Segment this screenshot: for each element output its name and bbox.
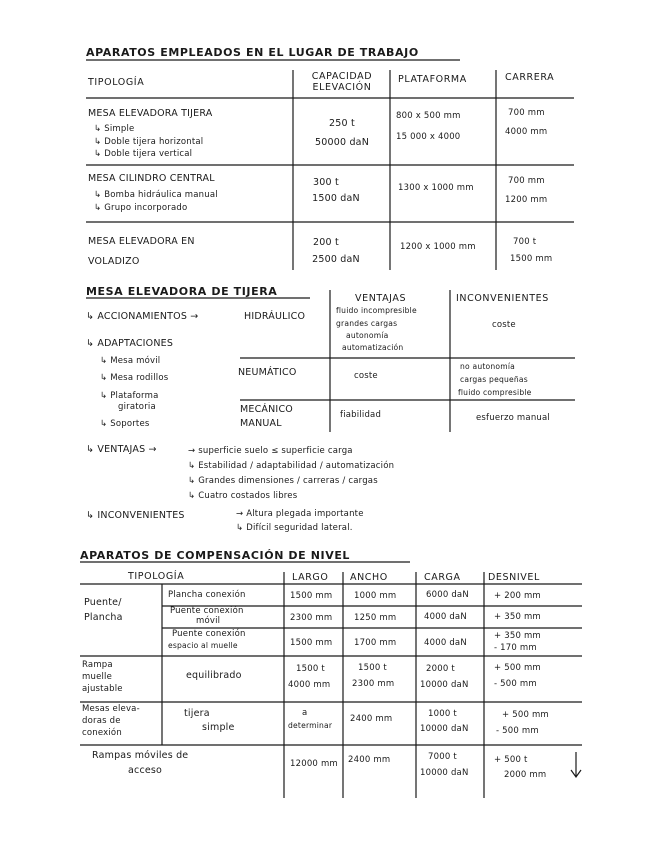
- s1-row3-carr: 700 t: [513, 237, 537, 247]
- hidraulico-ventaja: fluido incompresible: [336, 306, 417, 315]
- s3-row4-desnivel: + 500 mm: [494, 663, 541, 673]
- s3-row5-desnivel: - 500 mm: [496, 726, 539, 736]
- s3-header-carga: CARGA: [424, 572, 461, 583]
- s3-row6-ancho: 2400 mm: [348, 755, 391, 765]
- hidraulico-inconveniente: coste: [492, 320, 516, 330]
- s3-row1-carga: 6000 daN: [426, 590, 469, 600]
- section1-title: APARATOS EMPLEADOS EN EL LUGAR DE TRABAJO: [86, 46, 419, 59]
- inconvenientes-label: ↳ INCONVENIENTES: [86, 510, 185, 521]
- s1-row3-name: VOLADIZO: [88, 256, 140, 267]
- s1-row1-name: MESA ELEVADORA TIJERA: [88, 108, 213, 119]
- s3-row4-tipo: equilibrado: [186, 670, 242, 681]
- neumatico-inconveniente: fluido compresible: [458, 388, 532, 397]
- neumatico-inconveniente: cargas pequeñas: [460, 375, 528, 384]
- adaptacion-item: ↳ Mesa rodillos: [100, 373, 169, 383]
- neumatico-label: NEUMÁTICO: [238, 367, 297, 378]
- hidraulico-ventaja: grandes cargas: [336, 319, 398, 328]
- s2-header-ventajas: VENTAJAS: [355, 293, 407, 304]
- down-arrow: [571, 752, 581, 777]
- s1-row3-carr: 1500 mm: [510, 254, 553, 264]
- s3-header-ancho: ANCHO: [350, 572, 388, 583]
- s1-header-plataforma: PLATAFORMA: [398, 74, 467, 85]
- ventajas-label: ↳ VENTAJAS →: [86, 444, 157, 455]
- s1-row1-sub: ↳ Doble tijera horizontal: [94, 137, 204, 147]
- s1-row3-cap: 200 t: [313, 237, 339, 248]
- neumatico-ventaja: coste: [354, 371, 378, 381]
- s1-row2-plat: 1300 x 1000 mm: [398, 183, 474, 193]
- section3-title: APARATOS DE COMPENSACIÓN DE NIVEL: [80, 549, 351, 562]
- inconveniente-item: → Altura plegada importante: [236, 509, 364, 519]
- accionamientos-label: ↳ ACCIONAMIENTOS →: [86, 311, 199, 322]
- s3-row4-grupo: ajustable: [82, 684, 123, 694]
- s3-row4-ancho: 2300 mm: [352, 679, 395, 689]
- adaptacion-item: giratoria: [118, 402, 156, 412]
- s3-row4-carga: 10000 daN: [420, 680, 469, 690]
- s1-header-carrera: CARRERA: [505, 72, 555, 83]
- adaptacion-item: ↳ Mesa móvil: [100, 356, 161, 366]
- s3-header-largo: LARGO: [292, 572, 329, 583]
- s3-row2-desnivel: + 350 mm: [494, 612, 541, 622]
- s3-row4-grupo: muelle: [82, 672, 113, 682]
- mecanico-ventaja: fiabilidad: [340, 410, 382, 420]
- ventaja-item: ↳ Estabilidad / adaptabilidad / automatización: [188, 461, 395, 471]
- s3-row4-desnivel: - 500 mm: [494, 679, 537, 689]
- s1-row1-carr: 4000 mm: [505, 127, 548, 137]
- s3-row4-ancho: 1500 t: [358, 663, 387, 673]
- s1-row1-sub: ↳ Simple: [94, 124, 135, 134]
- s3-row5-grupo: doras de: [82, 716, 121, 726]
- s3-row5-largo: determinar: [288, 721, 333, 730]
- s3-row4-grupo: Rampa: [82, 660, 113, 670]
- s3-row5-tipo: tijera: [184, 708, 210, 719]
- s1-row2-carr: 1200 mm: [505, 195, 548, 205]
- s3-row6-grupo: acceso: [128, 765, 163, 776]
- s3-row6-grupo: Rampas móviles de: [92, 750, 189, 761]
- s3-row2-largo: 2300 mm: [290, 613, 333, 623]
- hidraulico-ventaja: autonomía: [346, 331, 389, 340]
- s3-row4-largo: 1500 t: [296, 664, 325, 674]
- s1-row1-cap: 50000 daN: [315, 137, 369, 148]
- s3-row5-ancho: 2400 mm: [350, 714, 393, 724]
- s3-row1-desnivel: + 200 mm: [494, 591, 541, 601]
- s1-row1-sub: ↳ Doble tijera vertical: [94, 149, 193, 159]
- s1-row1-plat: 800 x 500 mm: [396, 111, 461, 121]
- adaptacion-item: ↳ Plataforma: [100, 391, 159, 401]
- s3-row3-carga: 4000 daN: [424, 638, 467, 648]
- s2-header-inconvenientes: INCONVENIENTES: [456, 293, 549, 304]
- mecanico-label: MECÁNICO: [240, 404, 293, 415]
- s3-row6-carga: 10000 daN: [420, 768, 469, 778]
- s3-row1-largo: 1500 mm: [290, 591, 333, 601]
- s3-row5-grupo: conexión: [82, 728, 122, 738]
- s1-header-capacidad: CAPACIDAD: [311, 71, 373, 82]
- s3-row5-carga: 10000 daN: [420, 724, 469, 734]
- s3-row5-carga: 1000 t: [428, 709, 457, 719]
- s3-row3-desnivel: - 170 mm: [494, 643, 537, 653]
- s3-row5-tipo: simple: [202, 722, 235, 733]
- s1-header-tipologia: TIPOLOGÍA: [88, 77, 145, 88]
- s3-row6-carga: 7000 t: [428, 752, 457, 762]
- s3-row3-desnivel: + 350 mm: [494, 631, 541, 641]
- s3-row2-carga: 4000 daN: [424, 612, 467, 622]
- neumatico-inconveniente: no autonomía: [460, 362, 515, 371]
- adaptaciones-label: ↳ ADAPTACIONES: [86, 338, 174, 349]
- s1-row1-plat: 15 000 x 4000: [396, 132, 461, 142]
- s3-row6-desnivel: 2000 mm: [504, 770, 547, 780]
- mecanico-label: MANUAL: [240, 418, 282, 429]
- s3-header-desnivel: DESNIVEL: [488, 572, 540, 583]
- s3-row3-largo: 1500 mm: [290, 638, 333, 648]
- s1-row1-carr: 700 mm: [508, 108, 545, 118]
- s3-row6-desnivel: + 500 t: [494, 755, 528, 765]
- section2-title: MESA ELEVADORA DE TIJERA: [86, 285, 278, 298]
- ventaja-item: → superficie suelo ≤ superficie carga: [188, 446, 353, 456]
- s3-row1-tipo: Plancha conexión: [168, 590, 246, 600]
- hidraulico-ventaja: automatización: [342, 343, 404, 352]
- s3-row3-tipo: espacio al muelle: [168, 641, 238, 650]
- ventaja-item: ↳ Cuatro costados libres: [188, 491, 298, 501]
- s1-row3-name: MESA ELEVADORA EN: [88, 236, 195, 247]
- s1-row3-cap: 2500 daN: [312, 254, 360, 265]
- ventaja-item: ↳ Grandes dimensiones / carreras / cargas: [188, 476, 378, 486]
- s1-row2-sub: ↳ Grupo incorporado: [94, 203, 188, 213]
- s1-row2-cap: 1500 daN: [312, 193, 360, 204]
- s1-row3-plat: 1200 x 1000 mm: [400, 242, 476, 252]
- s3-group-puente: Plancha: [84, 612, 123, 623]
- s3-row3-tipo: Puente conexión: [172, 629, 246, 639]
- s3-group-puente: Puente/: [84, 597, 122, 608]
- adaptacion-item: ↳ Soportes: [100, 419, 150, 429]
- s1-row1-cap: 250 t: [329, 118, 355, 129]
- s3-row4-largo: 4000 mm: [288, 680, 331, 690]
- s3-row4-carga: 2000 t: [426, 664, 455, 674]
- s3-row3-ancho: 1700 mm: [354, 638, 397, 648]
- s3-row5-largo: a: [302, 708, 308, 718]
- s3-row5-desnivel: + 500 mm: [502, 710, 549, 720]
- mecanico-inconveniente: esfuerzo manual: [476, 413, 550, 423]
- s3-row2-ancho: 1250 mm: [354, 613, 397, 623]
- s1-row2-cap: 300 t: [313, 177, 339, 188]
- s3-row6-largo: 12000 mm: [290, 759, 338, 769]
- inconveniente-item: ↳ Difícil seguridad lateral.: [236, 523, 353, 533]
- s3-row5-grupo: Mesas eleva-: [82, 704, 140, 714]
- s3-row2-tipo: móvil: [196, 616, 221, 626]
- hidraulico-label: HIDRÁULICO: [244, 311, 306, 322]
- s1-row2-carr: 700 mm: [508, 176, 545, 186]
- s3-row2-tipo: Puente conexión: [170, 606, 244, 616]
- s3-header-tipologia: TIPOLOGÍA: [128, 571, 185, 582]
- s3-row1-ancho: 1000 mm: [354, 591, 397, 601]
- s1-header-elevacion: ELEVACIÓN: [312, 82, 372, 93]
- s1-row2-sub: ↳ Bomba hidráulica manual: [94, 190, 218, 200]
- s1-row2-name: MESA CILINDRO CENTRAL: [88, 173, 215, 184]
